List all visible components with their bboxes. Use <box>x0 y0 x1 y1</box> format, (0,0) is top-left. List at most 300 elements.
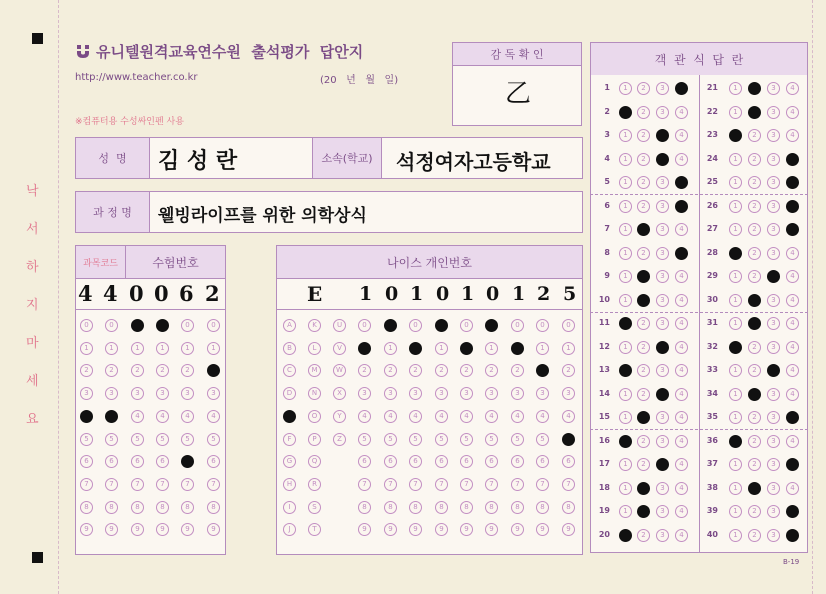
answer-choice-bubble[interactable]: 3 <box>767 106 780 119</box>
course-value[interactable]: 웰빙라이프를 위한 의학상식 <box>158 206 367 226</box>
nice-digit-bubble[interactable]: 8 <box>358 501 371 514</box>
exam-digit-bubble[interactable]: 9 <box>80 523 93 536</box>
answer-choice-bubble[interactable]: 1 <box>729 153 742 166</box>
answer-choice-bubble[interactable]: 3 <box>767 200 780 213</box>
exam-digit-handwritten[interactable]: 6 <box>179 281 194 306</box>
answer-choice-bubble[interactable] <box>729 341 742 354</box>
nice-letter-bubble[interactable]: Y <box>333 410 346 423</box>
answer-choice-bubble[interactable] <box>637 411 650 424</box>
answer-choice-bubble[interactable]: 1 <box>619 458 632 471</box>
answer-choice-bubble[interactable]: 4 <box>786 482 799 495</box>
exam-digit-bubble[interactable]: 3 <box>105 387 118 400</box>
exam-digit-bubble[interactable] <box>156 319 169 332</box>
nice-digit-bubble[interactable]: 8 <box>511 501 524 514</box>
nice-digit-bubble[interactable]: 4 <box>460 410 473 423</box>
nice-digit-handwritten[interactable]: 1 <box>359 283 373 305</box>
nice-letter-bubble[interactable]: L <box>308 342 321 355</box>
answer-choice-bubble[interactable]: 4 <box>786 317 799 330</box>
answer-choice-bubble[interactable] <box>786 411 799 424</box>
nice-letter-bubble[interactable]: M <box>308 364 321 377</box>
nice-digit-bubble[interactable]: 1 <box>485 342 498 355</box>
answer-choice-bubble[interactable] <box>619 364 632 377</box>
nice-digit-bubble[interactable]: 8 <box>460 501 473 514</box>
answer-choice-bubble[interactable] <box>786 529 799 542</box>
exam-digit-bubble[interactable]: 1 <box>207 342 220 355</box>
exam-digit-bubble[interactable]: 5 <box>181 433 194 446</box>
exam-digit-bubble[interactable]: 9 <box>181 523 194 536</box>
answer-choice-bubble[interactable]: 3 <box>656 82 669 95</box>
nice-digit-bubble[interactable]: 5 <box>409 433 422 446</box>
answer-choice-bubble[interactable] <box>675 82 688 95</box>
answer-choice-bubble[interactable]: 3 <box>656 176 669 189</box>
answer-choice-bubble[interactable]: 4 <box>675 153 688 166</box>
answer-choice-bubble[interactable]: 3 <box>767 82 780 95</box>
answer-choice-bubble[interactable]: 4 <box>675 106 688 119</box>
answer-choice-bubble[interactable]: 3 <box>767 388 780 401</box>
exam-digit-bubble[interactable]: 8 <box>131 501 144 514</box>
answer-choice-bubble[interactable] <box>786 176 799 189</box>
nice-digit-bubble[interactable]: 8 <box>536 501 549 514</box>
nice-digit-bubble[interactable]: 6 <box>409 455 422 468</box>
exam-digit-bubble[interactable]: 5 <box>131 433 144 446</box>
exam-digit-bubble[interactable]: 6 <box>105 455 118 468</box>
exam-digit-bubble[interactable]: 7 <box>156 478 169 491</box>
nice-digit-bubble[interactable]: 8 <box>485 501 498 514</box>
answer-choice-bubble[interactable]: 1 <box>619 294 632 307</box>
exam-digit-bubble[interactable]: 3 <box>181 387 194 400</box>
nice-letter-bubble[interactable]: F <box>283 433 296 446</box>
answer-choice-bubble[interactable]: 3 <box>656 294 669 307</box>
answer-choice-bubble[interactable]: 4 <box>675 482 688 495</box>
answer-choice-bubble[interactable]: 1 <box>729 364 742 377</box>
nice-digit-bubble[interactable]: 9 <box>562 523 575 536</box>
answer-choice-bubble[interactable]: 4 <box>675 505 688 518</box>
nice-digit-bubble[interactable]: 7 <box>460 478 473 491</box>
nice-letter-bubble[interactable]: B <box>283 342 296 355</box>
answer-choice-bubble[interactable]: 4 <box>675 223 688 236</box>
answer-choice-bubble[interactable]: 3 <box>767 435 780 448</box>
nice-digit-handwritten[interactable]: 0 <box>385 283 399 305</box>
nice-digit-bubble[interactable] <box>460 342 473 355</box>
nice-digit-bubble[interactable]: 7 <box>562 478 575 491</box>
nice-digit-bubble[interactable]: 4 <box>358 410 371 423</box>
nice-digit-bubble[interactable]: 9 <box>485 523 498 536</box>
nice-digit-bubble[interactable]: 4 <box>409 410 422 423</box>
nice-digit-handwritten[interactable]: 2 <box>537 283 551 305</box>
exam-digit-bubble[interactable]: 7 <box>105 478 118 491</box>
nice-digit-bubble[interactable]: 7 <box>485 478 498 491</box>
nice-digit-bubble[interactable]: 5 <box>511 433 524 446</box>
exam-digit-bubble[interactable]: 5 <box>105 433 118 446</box>
exam-digit-bubble[interactable]: 6 <box>156 455 169 468</box>
answer-choice-bubble[interactable]: 1 <box>729 176 742 189</box>
exam-digit-bubble[interactable]: 3 <box>207 387 220 400</box>
nice-letter-bubble[interactable]: C <box>283 364 296 377</box>
nice-letter-bubble[interactable]: K <box>308 319 321 332</box>
nice-digit-bubble[interactable]: 9 <box>435 523 448 536</box>
answer-choice-bubble[interactable]: 1 <box>729 270 742 283</box>
answer-choice-bubble[interactable]: 3 <box>767 317 780 330</box>
name-value[interactable]: 김 성 란 <box>158 148 238 174</box>
nice-letter-bubble[interactable]: O <box>308 410 321 423</box>
nice-digit-bubble[interactable]: 4 <box>384 410 397 423</box>
answer-choice-bubble[interactable]: 1 <box>619 270 632 283</box>
nice-letter-handwritten[interactable]: E <box>307 282 323 306</box>
nice-digit-bubble[interactable]: 3 <box>536 387 549 400</box>
answer-choice-bubble[interactable]: 1 <box>619 82 632 95</box>
answer-choice-bubble[interactable]: 2 <box>748 364 761 377</box>
nice-digit-bubble[interactable]: 3 <box>460 387 473 400</box>
answer-choice-bubble[interactable]: 2 <box>637 176 650 189</box>
answer-choice-bubble[interactable]: 4 <box>786 388 799 401</box>
answer-choice-bubble[interactable]: 3 <box>656 529 669 542</box>
nice-digit-handwritten[interactable]: 1 <box>512 283 526 305</box>
nice-letter-bubble[interactable]: D <box>283 387 296 400</box>
nice-digit-bubble[interactable]: 5 <box>485 433 498 446</box>
answer-choice-bubble[interactable]: 1 <box>619 176 632 189</box>
answer-choice-bubble[interactable]: 4 <box>786 435 799 448</box>
nice-digit-bubble[interactable]: 7 <box>511 478 524 491</box>
nice-digit-bubble[interactable]: 2 <box>485 364 498 377</box>
answer-choice-bubble[interactable]: 1 <box>619 223 632 236</box>
exam-digit-bubble[interactable]: 7 <box>131 478 144 491</box>
exam-digit-bubble[interactable]: 2 <box>131 364 144 377</box>
nice-digit-bubble[interactable]: 8 <box>435 501 448 514</box>
nice-digit-bubble[interactable]: 3 <box>384 387 397 400</box>
answer-choice-bubble[interactable]: 1 <box>619 411 632 424</box>
nice-digit-bubble[interactable] <box>511 342 524 355</box>
answer-choice-bubble[interactable] <box>748 482 761 495</box>
nice-digit-bubble[interactable]: 6 <box>485 455 498 468</box>
nice-digit-bubble[interactable]: 2 <box>511 364 524 377</box>
nice-digit-bubble[interactable]: 6 <box>435 455 448 468</box>
answer-choice-bubble[interactable] <box>786 458 799 471</box>
exam-digit-bubble[interactable]: 1 <box>105 342 118 355</box>
answer-choice-bubble[interactable] <box>748 317 761 330</box>
exam-digit-bubble[interactable]: 4 <box>207 410 220 423</box>
exam-digit-bubble[interactable]: 8 <box>105 501 118 514</box>
answer-choice-bubble[interactable]: 1 <box>729 82 742 95</box>
nice-digit-bubble[interactable]: 1 <box>384 342 397 355</box>
exam-digit-bubble[interactable]: 2 <box>80 364 93 377</box>
answer-choice-bubble[interactable]: 1 <box>619 153 632 166</box>
answer-choice-bubble[interactable]: 3 <box>767 129 780 142</box>
answer-choice-bubble[interactable] <box>786 200 799 213</box>
answer-choice-bubble[interactable]: 1 <box>729 388 742 401</box>
answer-choice-bubble[interactable]: 3 <box>656 223 669 236</box>
exam-digit-bubble[interactable]: 5 <box>207 433 220 446</box>
answer-choice-bubble[interactable]: 3 <box>767 505 780 518</box>
nice-digit-bubble[interactable]: 2 <box>435 364 448 377</box>
nice-digit-bubble[interactable]: 5 <box>435 433 448 446</box>
answer-choice-bubble[interactable] <box>675 176 688 189</box>
exam-digit-bubble[interactable]: 7 <box>207 478 220 491</box>
answer-choice-bubble[interactable]: 2 <box>748 247 761 260</box>
answer-choice-bubble[interactable]: 3 <box>656 247 669 260</box>
answer-choice-bubble[interactable]: 3 <box>656 200 669 213</box>
answer-choice-bubble[interactable]: 1 <box>619 200 632 213</box>
answer-choice-bubble[interactable]: 4 <box>675 341 688 354</box>
nice-digit-bubble[interactable]: 8 <box>562 501 575 514</box>
nice-digit-handwritten[interactable]: 0 <box>436 283 450 305</box>
answer-choice-bubble[interactable]: 2 <box>748 153 761 166</box>
answer-choice-bubble[interactable]: 4 <box>786 341 799 354</box>
nice-digit-bubble[interactable]: 4 <box>485 410 498 423</box>
answer-choice-bubble[interactable] <box>619 317 632 330</box>
answer-choice-bubble[interactable]: 2 <box>748 270 761 283</box>
answer-choice-bubble[interactable]: 2 <box>637 435 650 448</box>
exam-digit-handwritten[interactable]: 4 <box>78 281 93 306</box>
answer-choice-bubble[interactable]: 1 <box>729 200 742 213</box>
answer-choice-bubble[interactable]: 2 <box>637 82 650 95</box>
answer-choice-bubble[interactable] <box>786 153 799 166</box>
answer-choice-bubble[interactable] <box>619 435 632 448</box>
answer-choice-bubble[interactable] <box>637 223 650 236</box>
answer-choice-bubble[interactable] <box>619 529 632 542</box>
exam-digit-bubble[interactable]: 4 <box>181 410 194 423</box>
answer-choice-bubble[interactable]: 3 <box>656 364 669 377</box>
answer-choice-bubble[interactable]: 3 <box>656 270 669 283</box>
nice-letter-bubble[interactable]: T <box>308 523 321 536</box>
answer-choice-bubble[interactable] <box>656 341 669 354</box>
answer-choice-bubble[interactable]: 1 <box>619 482 632 495</box>
nice-letter-bubble[interactable]: W <box>333 364 346 377</box>
exam-digit-bubble[interactable]: 0 <box>105 319 118 332</box>
nice-letter-bubble[interactable] <box>283 410 296 423</box>
answer-choice-bubble[interactable] <box>637 482 650 495</box>
exam-digit-handwritten[interactable]: 0 <box>129 281 144 306</box>
exam-digit-bubble[interactable]: 0 <box>80 319 93 332</box>
nice-letter-bubble[interactable]: X <box>333 387 346 400</box>
nice-digit-bubble[interactable]: 0 <box>358 319 371 332</box>
nice-digit-bubble[interactable]: 9 <box>358 523 371 536</box>
nice-digit-bubble[interactable]: 9 <box>384 523 397 536</box>
nice-digit-bubble[interactable]: 7 <box>435 478 448 491</box>
answer-choice-bubble[interactable]: 2 <box>748 129 761 142</box>
answer-choice-bubble[interactable]: 2 <box>637 153 650 166</box>
nice-digit-bubble[interactable]: 4 <box>536 410 549 423</box>
nice-digit-bubble[interactable]: 2 <box>409 364 422 377</box>
nice-digit-bubble[interactable] <box>358 342 371 355</box>
answer-choice-bubble[interactable]: 2 <box>748 223 761 236</box>
answer-choice-bubble[interactable] <box>675 200 688 213</box>
answer-choice-bubble[interactable]: 4 <box>675 294 688 307</box>
answer-choice-bubble[interactable]: 3 <box>767 247 780 260</box>
nice-letter-bubble[interactable]: P <box>308 433 321 446</box>
nice-digit-bubble[interactable]: 6 <box>536 455 549 468</box>
answer-choice-bubble[interactable]: 2 <box>637 388 650 401</box>
answer-choice-bubble[interactable] <box>748 388 761 401</box>
answer-choice-bubble[interactable]: 2 <box>748 411 761 424</box>
nice-digit-bubble[interactable]: 6 <box>511 455 524 468</box>
exam-digit-bubble[interactable]: 1 <box>80 342 93 355</box>
answer-choice-bubble[interactable]: 1 <box>619 388 632 401</box>
answer-choice-bubble[interactable]: 4 <box>786 270 799 283</box>
nice-letter-bubble[interactable]: A <box>283 319 296 332</box>
nice-digit-bubble[interactable]: 0 <box>562 319 575 332</box>
nice-digit-bubble[interactable]: 2 <box>562 364 575 377</box>
answer-choice-bubble[interactable]: 4 <box>786 82 799 95</box>
nice-digit-bubble[interactable]: 1 <box>562 342 575 355</box>
nice-digit-bubble[interactable]: 8 <box>409 501 422 514</box>
answer-choice-bubble[interactable]: 3 <box>656 435 669 448</box>
answer-choice-bubble[interactable] <box>729 435 742 448</box>
nice-digit-bubble[interactable]: 2 <box>358 364 371 377</box>
nice-letter-bubble[interactable]: G <box>283 455 296 468</box>
answer-choice-bubble[interactable]: 1 <box>729 411 742 424</box>
exam-digit-bubble[interactable]: 9 <box>156 523 169 536</box>
answer-choice-bubble[interactable] <box>637 505 650 518</box>
exam-digit-bubble[interactable]: 4 <box>156 410 169 423</box>
answer-choice-bubble[interactable]: 2 <box>637 317 650 330</box>
answer-choice-bubble[interactable]: 1 <box>619 341 632 354</box>
answer-choice-bubble[interactable] <box>637 294 650 307</box>
exam-digit-bubble[interactable] <box>131 319 144 332</box>
nice-digit-bubble[interactable]: 7 <box>536 478 549 491</box>
nice-digit-bubble[interactable]: 5 <box>358 433 371 446</box>
exam-digit-bubble[interactable]: 9 <box>207 523 220 536</box>
nice-digit-bubble[interactable]: 6 <box>460 455 473 468</box>
answer-choice-bubble[interactable]: 2 <box>637 458 650 471</box>
nice-letter-bubble[interactable]: Z <box>333 433 346 446</box>
exam-digit-bubble[interactable]: 9 <box>105 523 118 536</box>
answer-choice-bubble[interactable]: 2 <box>637 200 650 213</box>
answer-choice-bubble[interactable]: 3 <box>767 294 780 307</box>
answer-choice-bubble[interactable]: 3 <box>767 458 780 471</box>
answer-choice-bubble[interactable]: 4 <box>786 364 799 377</box>
answer-choice-bubble[interactable]: 3 <box>656 317 669 330</box>
answer-choice-bubble[interactable]: 3 <box>656 106 669 119</box>
answer-choice-bubble[interactable]: 4 <box>786 247 799 260</box>
nice-digit-bubble[interactable]: 0 <box>511 319 524 332</box>
nice-digit-bubble[interactable]: 3 <box>409 387 422 400</box>
answer-choice-bubble[interactable]: 1 <box>729 529 742 542</box>
exam-digit-bubble[interactable]: 2 <box>181 364 194 377</box>
exam-digit-bubble[interactable]: 3 <box>131 387 144 400</box>
answer-choice-bubble[interactable]: 4 <box>786 129 799 142</box>
answer-choice-bubble[interactable]: 2 <box>637 364 650 377</box>
nice-letter-bubble[interactable]: N <box>308 387 321 400</box>
exam-digit-bubble[interactable]: 0 <box>207 319 220 332</box>
answer-choice-bubble[interactable]: 4 <box>675 364 688 377</box>
answer-choice-bubble[interactable]: 3 <box>767 411 780 424</box>
nice-digit-handwritten[interactable]: 1 <box>461 283 475 305</box>
nice-digit-bubble[interactable]: 3 <box>485 387 498 400</box>
answer-choice-bubble[interactable]: 4 <box>675 388 688 401</box>
nice-digit-bubble[interactable]: 3 <box>435 387 448 400</box>
answer-choice-bubble[interactable]: 2 <box>637 341 650 354</box>
nice-letter-bubble[interactable]: H <box>283 478 296 491</box>
answer-choice-bubble[interactable]: 3 <box>767 482 780 495</box>
nice-digit-bubble[interactable] <box>409 342 422 355</box>
nice-digit-bubble[interactable]: 4 <box>511 410 524 423</box>
nice-digit-bubble[interactable]: 7 <box>358 478 371 491</box>
nice-letter-bubble[interactable]: R <box>308 478 321 491</box>
exam-digit-bubble[interactable]: 6 <box>207 455 220 468</box>
nice-digit-bubble[interactable]: 9 <box>460 523 473 536</box>
answer-choice-bubble[interactable]: 4 <box>786 106 799 119</box>
nice-digit-bubble[interactable]: 5 <box>460 433 473 446</box>
answer-choice-bubble[interactable] <box>619 106 632 119</box>
nice-digit-bubble[interactable]: 2 <box>460 364 473 377</box>
answer-choice-bubble[interactable]: 3 <box>767 223 780 236</box>
exam-digit-bubble[interactable] <box>105 410 118 423</box>
exam-digit-bubble[interactable]: 2 <box>156 364 169 377</box>
answer-choice-bubble[interactable]: 4 <box>675 270 688 283</box>
answer-choice-bubble[interactable] <box>656 129 669 142</box>
exam-digit-handwritten[interactable]: 0 <box>154 281 169 306</box>
nice-digit-bubble[interactable]: 0 <box>409 319 422 332</box>
answer-choice-bubble[interactable]: 2 <box>748 435 761 448</box>
exam-digit-bubble[interactable]: 0 <box>181 319 194 332</box>
answer-choice-bubble[interactable]: 1 <box>619 129 632 142</box>
exam-digit-bubble[interactable]: 9 <box>131 523 144 536</box>
answer-choice-bubble[interactable]: 1 <box>729 294 742 307</box>
answer-choice-bubble[interactable]: 3 <box>767 529 780 542</box>
exam-digit-bubble[interactable]: 4 <box>131 410 144 423</box>
answer-choice-bubble[interactable]: 3 <box>656 411 669 424</box>
nice-digit-bubble[interactable] <box>384 319 397 332</box>
answer-choice-bubble[interactable]: 3 <box>767 341 780 354</box>
nice-digit-bubble[interactable]: 4 <box>562 410 575 423</box>
answer-choice-bubble[interactable] <box>767 364 780 377</box>
nice-digit-bubble[interactable] <box>485 319 498 332</box>
answer-choice-bubble[interactable]: 4 <box>675 411 688 424</box>
nice-letter-bubble[interactable]: I <box>283 501 296 514</box>
answer-choice-bubble[interactable]: 2 <box>748 505 761 518</box>
answer-choice-bubble[interactable] <box>786 505 799 518</box>
answer-choice-bubble[interactable]: 4 <box>675 458 688 471</box>
nice-digit-bubble[interactable]: 8 <box>384 501 397 514</box>
nice-digit-handwritten[interactable]: 5 <box>563 283 577 305</box>
nice-digit-bubble[interactable] <box>435 319 448 332</box>
exam-digit-bubble[interactable]: 1 <box>156 342 169 355</box>
answer-choice-bubble[interactable] <box>748 82 761 95</box>
answer-choice-bubble[interactable]: 1 <box>729 458 742 471</box>
exam-digit-bubble[interactable]: 7 <box>181 478 194 491</box>
exam-digit-bubble[interactable]: 3 <box>156 387 169 400</box>
answer-choice-bubble[interactable] <box>767 270 780 283</box>
answer-choice-bubble[interactable] <box>786 223 799 236</box>
answer-choice-bubble[interactable]: 2 <box>637 247 650 260</box>
exam-digit-handwritten[interactable]: 2 <box>205 281 220 306</box>
answer-choice-bubble[interactable]: 2 <box>637 129 650 142</box>
nice-digit-bubble[interactable]: 6 <box>384 455 397 468</box>
exam-digit-bubble[interactable]: 6 <box>80 455 93 468</box>
answer-choice-bubble[interactable]: 2 <box>748 200 761 213</box>
answer-choice-bubble[interactable]: 4 <box>786 294 799 307</box>
answer-choice-bubble[interactable] <box>748 106 761 119</box>
nice-letter-bubble[interactable]: Q <box>308 455 321 468</box>
nice-digit-handwritten[interactable]: 0 <box>486 283 500 305</box>
nice-digit-bubble[interactable]: 9 <box>511 523 524 536</box>
nice-digit-bubble[interactable]: 5 <box>384 433 397 446</box>
nice-digit-bubble[interactable]: 6 <box>358 455 371 468</box>
nice-digit-bubble[interactable]: 4 <box>435 410 448 423</box>
answer-choice-bubble[interactable]: 2 <box>637 106 650 119</box>
answer-choice-bubble[interactable]: 1 <box>729 317 742 330</box>
answer-choice-bubble[interactable]: 1 <box>729 223 742 236</box>
nice-digit-bubble[interactable]: 2 <box>384 364 397 377</box>
answer-choice-bubble[interactable]: 2 <box>748 458 761 471</box>
exam-digit-bubble[interactable]: 5 <box>156 433 169 446</box>
answer-choice-bubble[interactable]: 1 <box>729 505 742 518</box>
exam-digit-bubble[interactable]: 1 <box>131 342 144 355</box>
exam-digit-bubble[interactable]: 8 <box>181 501 194 514</box>
answer-choice-bubble[interactable] <box>729 129 742 142</box>
answer-choice-bubble[interactable]: 3 <box>767 153 780 166</box>
exam-digit-bubble[interactable]: 1 <box>181 342 194 355</box>
